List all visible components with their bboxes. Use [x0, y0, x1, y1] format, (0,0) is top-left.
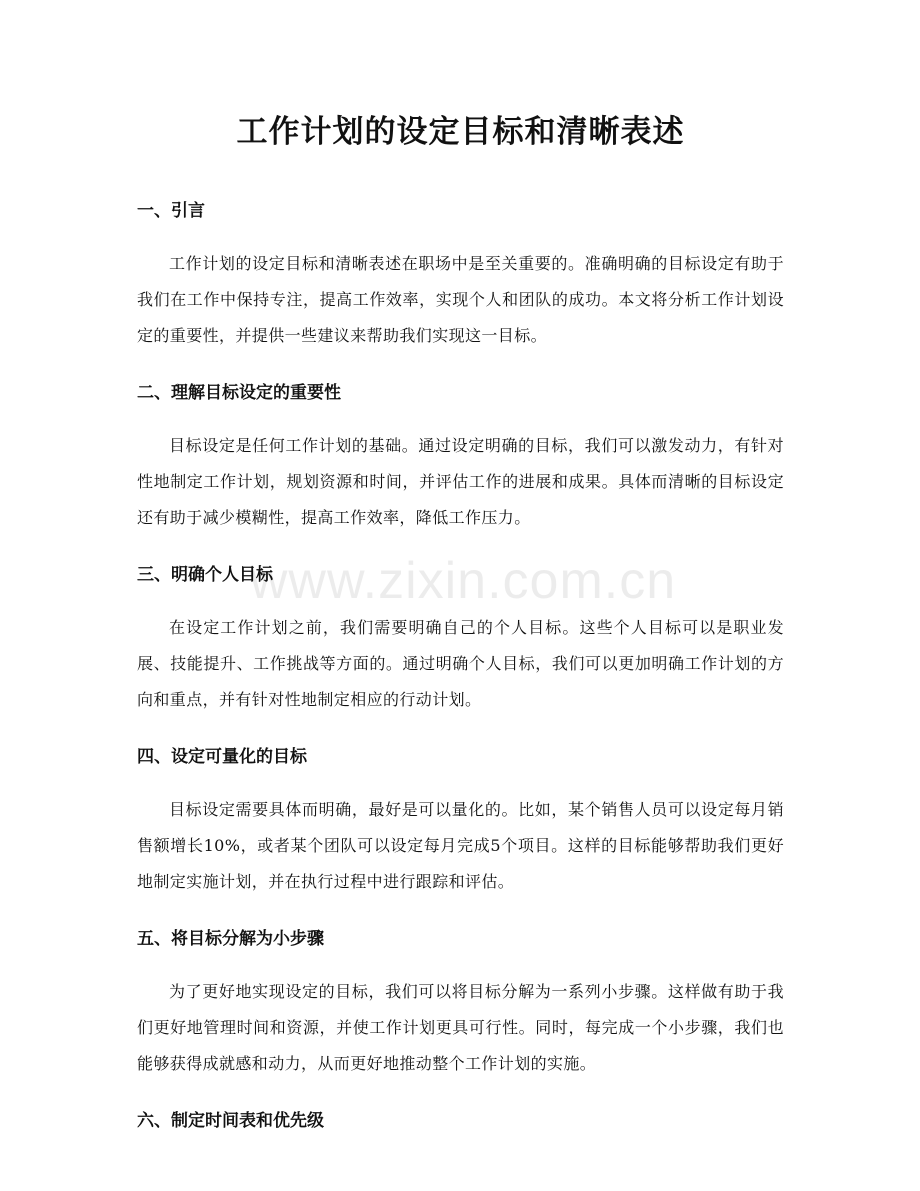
section-heading: 二、理解目标设定的重要性: [137, 383, 341, 403]
section-paragraph: 为了更好地实现设定的目标，我们可以将目标分解为一系列小步骤。这样做有助于我们更好地管理时间和资源，并使工作计划更具可行性。同时，每完成一个小步骤，我们也能够获得成就感和动力，从而更好地推动整个工作计划的实施。: [137, 982, 784, 1073]
section-heading: 六、制定时间表和优先级: [137, 1111, 324, 1131]
watermark-text: www.zixin.com.cn: [249, 552, 677, 610]
section-paragraph: 在设定工作计划之前，我们需要明确自己的个人目标。这些个人目标可以是职业发展、技能提升、工作挑战等方面的。通过明确个人目标，我们可以更加明确工作计划的方向和重点，并有针对性地制定相应的行动计划。: [137, 618, 784, 709]
section-small-steps: [137, 926, 784, 1082]
section-heading: 三、明确个人目标: [137, 565, 273, 585]
section-paragraph: 目标设定需要具体而明确，最好是可以量化的。比如，某个销售人员可以设定每月销售额增长10%，或者某个团队可以设定每月完成5个项目。这样的目标能够帮助我们更好地制定实施计划，并在执行过程中进行跟踪和评估。: [137, 800, 784, 891]
section-heading: 五、将目标分解为小步骤: [137, 929, 324, 949]
section-introduction: [137, 198, 784, 354]
section-paragraph: 工作计划的设定目标和清晰表述在职场中是至关重要的。准确明确的目标设定有助于我们在工作中保持专注，提高工作效率，实现个人和团队的成功。本文将分析工作计划设定的重要性，并提供一些建议来帮助我们实现这一目标。: [137, 254, 784, 345]
section-quantifiable-goals: [137, 744, 784, 900]
section-paragraph: 目标设定是任何工作计划的基础。通过设定明确的目标，我们可以激发动力，有针对性地制定工作计划，规划资源和时间，并评估工作的进展和成果。具体而清晰的目标设定还有助于减少模糊性，提高工作效率，降低工作压力。: [137, 436, 784, 527]
document-title: 工作计划的设定目标和清晰表述: [236, 114, 685, 150]
section-schedule-priorities: [137, 1108, 784, 1134]
section-heading: 四、设定可量化的目标: [137, 747, 307, 767]
section-personal-goals: [137, 562, 784, 718]
section-goal-importance: [137, 380, 784, 536]
section-heading: 一、引言: [137, 201, 205, 221]
